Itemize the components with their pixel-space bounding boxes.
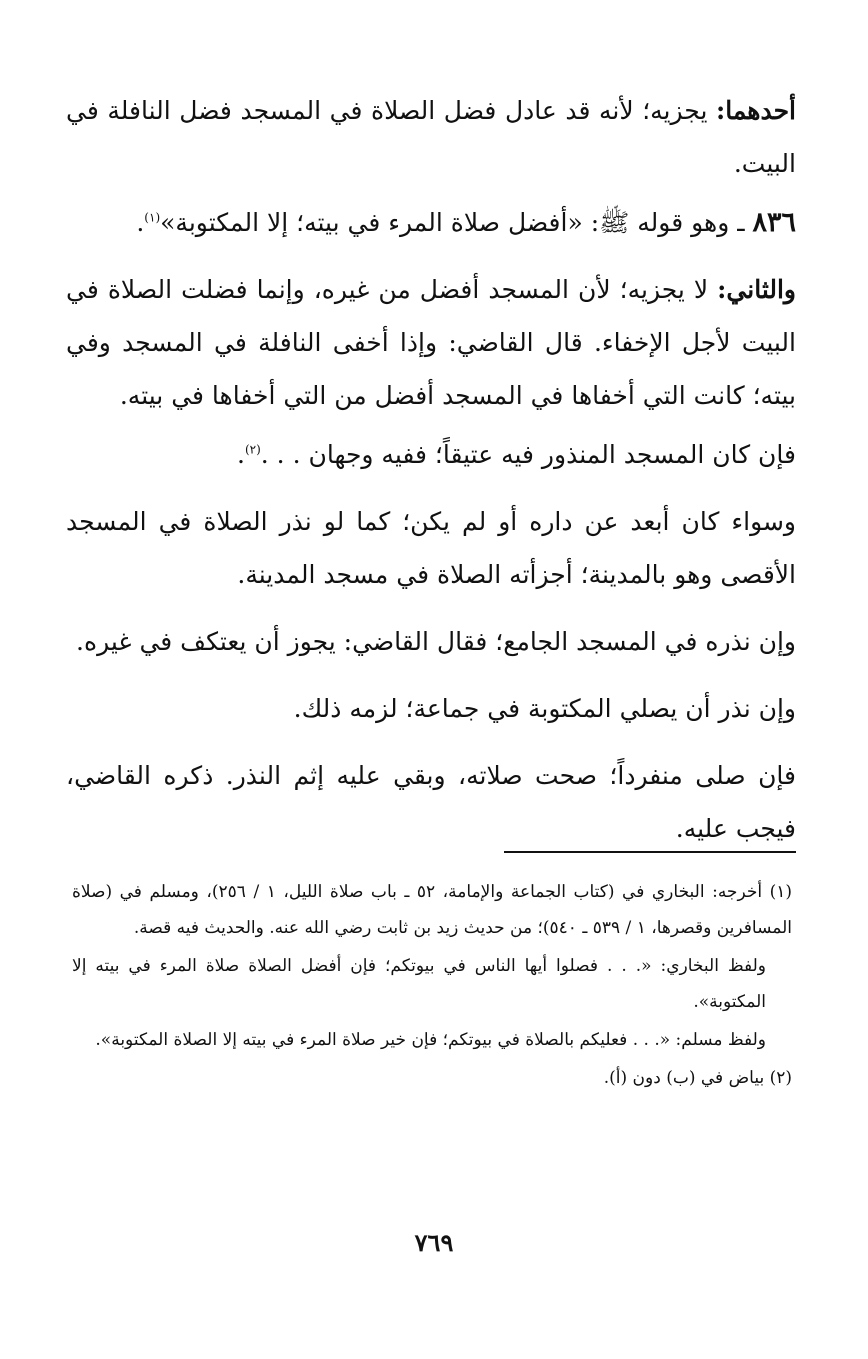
paragraph-text: وإن نذر أن يصلي المكتوبة في جماعة؛ لزمه ذلك. (293, 694, 796, 723)
hadith-text: ـ وهو قوله ﷺ: «أفضل صلاة المرء في بيته؛ إلا المكتوبة» (160, 208, 753, 237)
footnote-1-bukhari: ولفظ البخاري: «. . . فصلوا أيها الناس في بيوتكم؛ فإن أفضل الصلاة صلاة المرء في بيته إلا المكتوبة». (72, 956, 766, 1012)
paragraph-text: لا يجزيه؛ لأن المسجد أفضل من غيره، وإنما فضلت الصلاة في البيت لأجل الإخفاء. قال القاضي: وإذا أخفى النافلة في المسجد وفي بيته؛ كانت التي أخفاها في المسجد أفضل من التي أخفاها في بيته. (66, 275, 796, 410)
lead-word: والثاني: (717, 275, 796, 304)
footnote-separator (504, 851, 796, 853)
paragraph-1 (66, 84, 796, 190)
paragraph-6 (66, 615, 796, 668)
sentence-end: . (136, 208, 145, 237)
paragraph-8 (66, 749, 796, 855)
paragraph-text: فإن كان المسجد المنذور فيه عتيقاً؛ ففيه وجهان . . . (260, 440, 796, 469)
hadith-number: ٨٣٦ (752, 207, 796, 238)
footnote-ref: (٢) (244, 442, 261, 457)
footnote-1: (١) أخرجه: البخاري في (كتاب الجماعة والإمامة، ٥٢ ـ باب صلاة الليل، ١ / ٢٥٦)، ومسلم في (صلاة المسافرين وقصرها، ١ / ٥٣٩ ـ ٥٤٠)؛ من حديث زيد بن ثابت رضي الله عنه. والحديث فيه قصة. (72, 882, 792, 938)
main-text (66, 84, 796, 861)
footnote-1-muslim: ولفظ مسلم: «. . . فعليكم بالصلاة في بيوتكم؛ فإن خير صلاة المرء في بيته إلا الصلاة المكتوبة». (95, 1030, 766, 1050)
footnote-ref: (١) (144, 210, 161, 225)
paragraph-text: فإن صلى منفرداً؛ صحت صلاته، وبقي عليه إثم النذر. ذكره القاضي، فيجب عليه. (66, 761, 796, 843)
sentence-end: . (237, 440, 245, 469)
footnotes (72, 874, 792, 1098)
paragraph-5 (66, 495, 796, 601)
paragraph-text: وإن نذره في المسجد الجامع؛ فقال القاضي: يجوز أن يعتكف في غيره. (76, 627, 796, 656)
paragraph-7 (66, 682, 796, 735)
paragraph-4 (66, 428, 796, 481)
page-number: ٧٦٩ (414, 1228, 454, 1257)
footnote-2: (٢) بياض في (ب) دون (أ). (603, 1068, 792, 1088)
paragraph-text: يجزيه؛ لأنه قد عادل فضل الصلاة في المسجد فضل النافلة في البيت. (66, 96, 796, 178)
lead-word: أحدهما: (715, 96, 796, 125)
paragraph-text: وسواء كان أبعد عن داره أو لم يكن؛ كما لو نذر الصلاة في المسجد الأقصى وهو بالمدينة؛ أجزأته الصلاة في مسجد المدينة. (66, 507, 796, 589)
hadith-paragraph (66, 196, 796, 249)
paragraph-3 (66, 263, 796, 422)
